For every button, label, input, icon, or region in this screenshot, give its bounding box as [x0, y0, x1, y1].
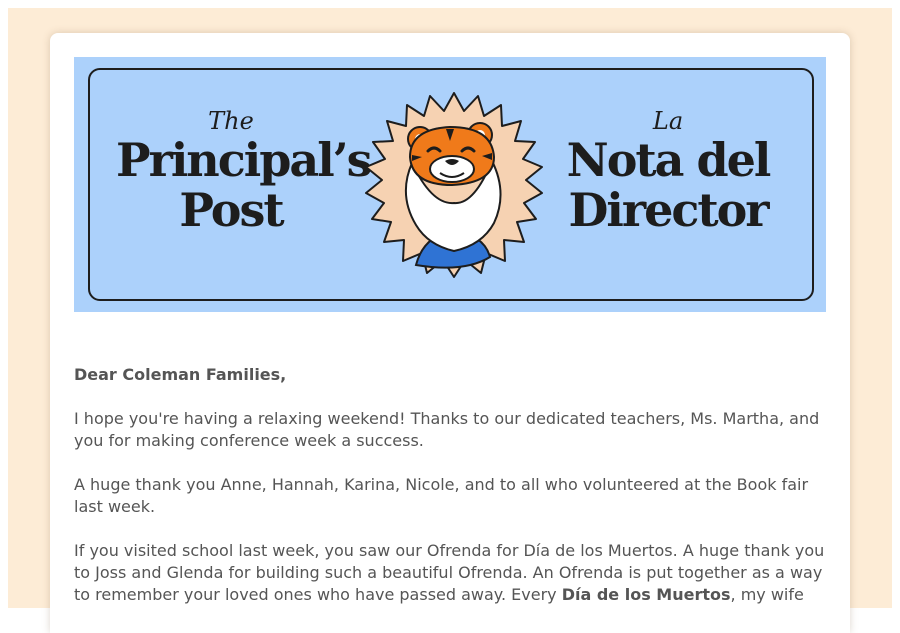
ofrenda-text-start: If you visited school last week, you saw our Ofrenda for Día de los Muertos. A huge thank you to Joss and Glenda for building such a beautiful Ofrenda. An Ofrenda is put together as a way to remember your loved ones who have passed away. Every: [74, 541, 825, 604]
newsletter-card: [50, 33, 850, 633]
ofrenda-text-end: , my wife: [730, 585, 804, 604]
title-right-small: La: [652, 107, 684, 135]
title-right-line1: Nota del: [566, 133, 770, 187]
greeting: Dear Coleman Families,: [74, 365, 287, 384]
paragraph-ofrenda: [74, 540, 826, 606]
title-left-line1: Principal’s: [116, 133, 371, 187]
title-left-line2: Post: [179, 183, 283, 237]
title-left-small: The: [208, 107, 254, 135]
letter-body: [74, 364, 826, 628]
principals-post-title: [116, 107, 371, 237]
paragraph-volunteers: A huge thank you Anne, Hannah, Karina, Nicole, and to all who volunteered at the Book fair last week.: [74, 475, 809, 516]
header-banner: [74, 57, 826, 312]
dia-de-los-muertos-bold: Día de los Muertos: [561, 585, 731, 604]
title-right-line2: Director: [568, 183, 768, 237]
paragraph-conference: I hope you're having a relaxing weekend! Thanks to our dedicated teachers, Ms. Martha, and you for making conference week a success.: [74, 409, 820, 450]
tiger-mascot-icon: [354, 85, 554, 285]
nota-del-director-title: [564, 109, 772, 235]
